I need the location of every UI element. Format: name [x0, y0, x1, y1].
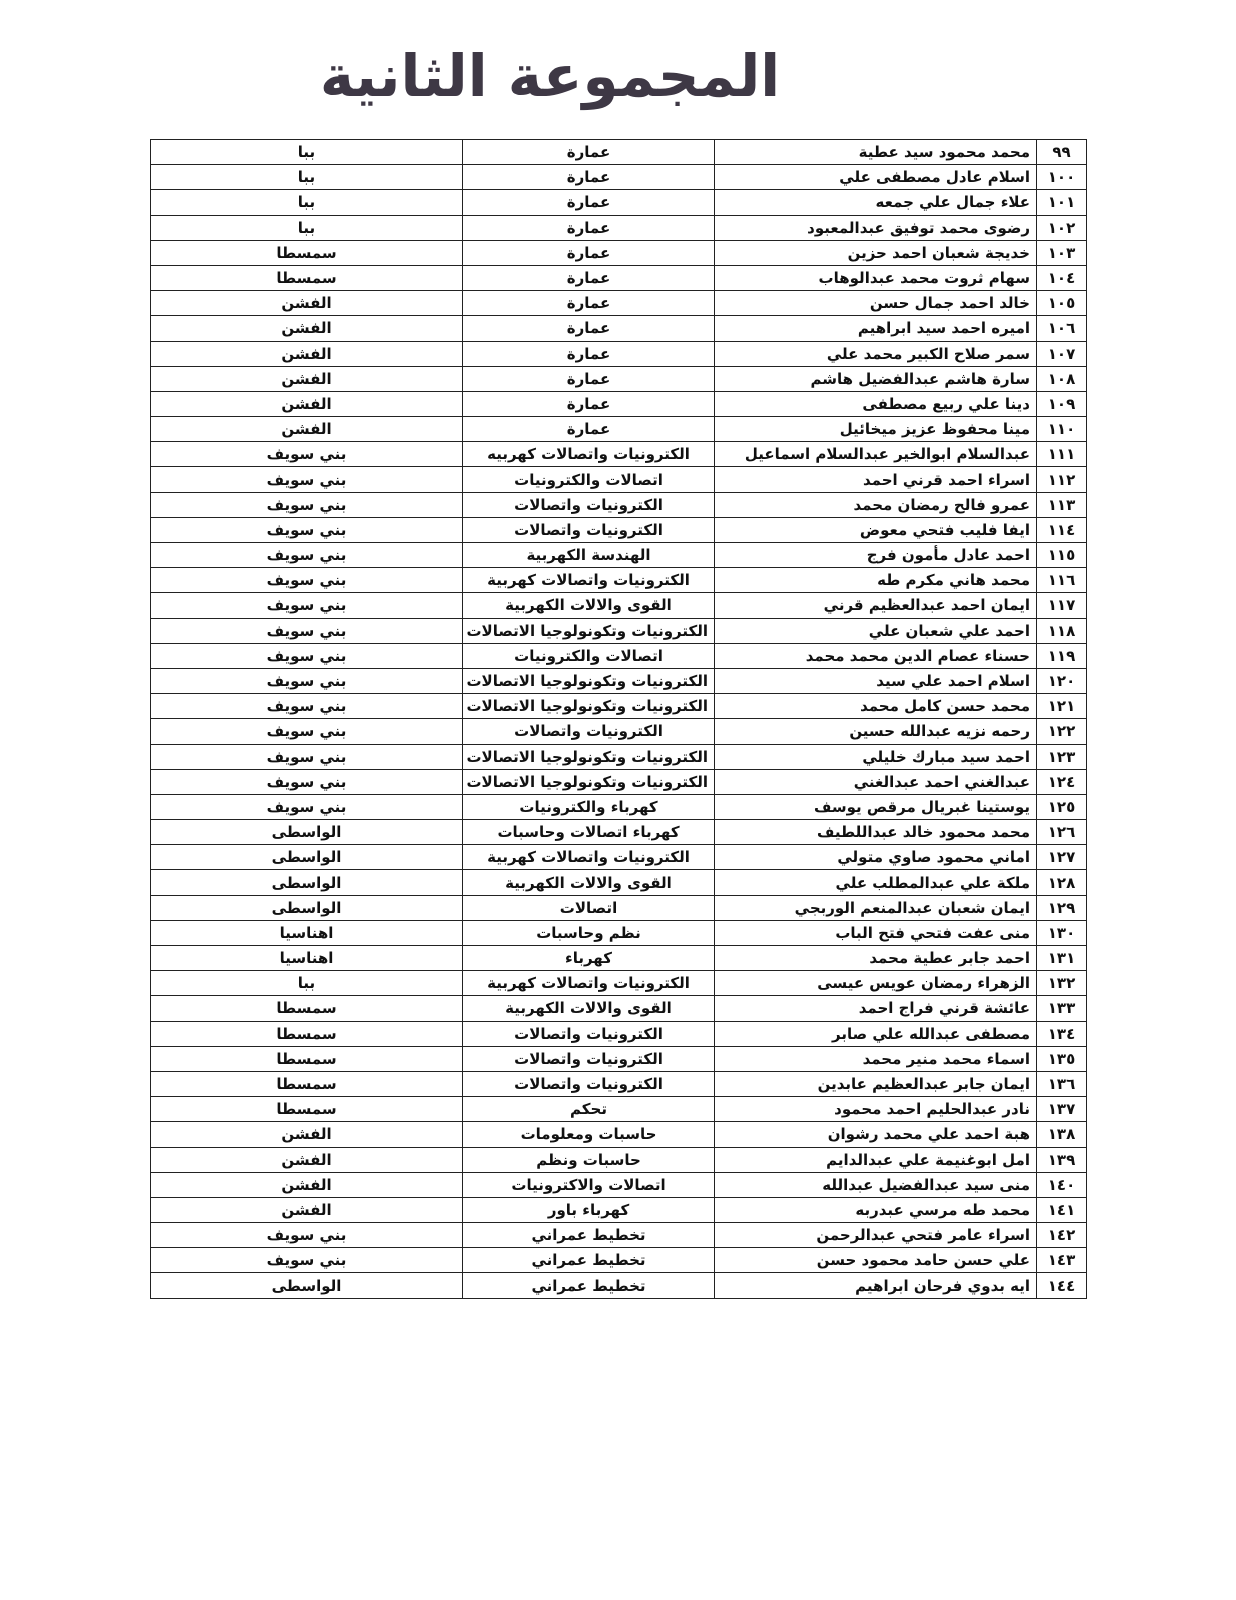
center-cell: الفشن — [151, 1197, 463, 1222]
table-row — [151, 668, 1087, 693]
department-cell: عمارة — [463, 140, 715, 165]
department-cell: الكترونيات واتصالات كهربيه — [463, 442, 715, 467]
student-name-cell: علاء جمال علي جمعه — [715, 190, 1037, 215]
student-name-cell: عائشة قرني فراج احمد — [715, 996, 1037, 1021]
table-row — [151, 1147, 1087, 1172]
row-number-cell: ١١٢ — [1037, 467, 1087, 492]
department-cell: تحكم — [463, 1097, 715, 1122]
table-row — [151, 240, 1087, 265]
table-row — [151, 769, 1087, 794]
row-number-cell: ١١٦ — [1037, 568, 1087, 593]
center-cell: ببا — [151, 190, 463, 215]
student-name-cell: عمرو فالح رمضان محمد — [715, 492, 1037, 517]
center-cell: بني سويف — [151, 442, 463, 467]
row-number-cell: ١٣٥ — [1037, 1046, 1087, 1071]
department-cell: عمارة — [463, 391, 715, 416]
table-row — [151, 215, 1087, 240]
student-name-cell: خديجة شعبان احمد حزين — [715, 240, 1037, 265]
row-number-cell: ١٣٦ — [1037, 1071, 1087, 1096]
center-cell: سمسطا — [151, 1021, 463, 1046]
center-cell: بني سويف — [151, 618, 463, 643]
table-row — [151, 744, 1087, 769]
table-row — [151, 1097, 1087, 1122]
department-cell: الكترونيات واتصالات — [463, 719, 715, 744]
department-cell: عمارة — [463, 291, 715, 316]
row-number-cell: ١٠٢ — [1037, 215, 1087, 240]
center-cell: اهناسيا — [151, 920, 463, 945]
row-number-cell: ١٢٠ — [1037, 668, 1087, 693]
department-cell: الكترونيات واتصالات كهربية — [463, 568, 715, 593]
table-row — [151, 719, 1087, 744]
row-number-cell: ١٢١ — [1037, 694, 1087, 719]
department-cell: الكترونيات واتصالات — [463, 1071, 715, 1096]
row-number-cell: ١٤٠ — [1037, 1172, 1087, 1197]
table-row — [151, 1248, 1087, 1273]
student-name-cell: هبة احمد علي محمد رشوان — [715, 1122, 1037, 1147]
table-row — [151, 1172, 1087, 1197]
row-number-cell: ١٤٤ — [1037, 1273, 1087, 1298]
page-title: المجموعة الثانية — [319, 42, 781, 110]
department-cell: الكترونيات واتصالات كهربية — [463, 845, 715, 870]
center-cell: سمسطا — [151, 240, 463, 265]
student-name-cell: مصطفى عبدالله علي صابر — [715, 1021, 1037, 1046]
department-cell: حاسبات ومعلومات — [463, 1122, 715, 1147]
center-cell: الفشن — [151, 341, 463, 366]
table-row — [151, 190, 1087, 215]
center-cell: سمسطا — [151, 1071, 463, 1096]
row-number-cell: ١١٩ — [1037, 643, 1087, 668]
department-cell: عمارة — [463, 215, 715, 240]
center-cell: ببا — [151, 140, 463, 165]
center-cell: بني سويف — [151, 568, 463, 593]
student-name-cell: اسلام احمد علي سيد — [715, 668, 1037, 693]
table-row — [151, 417, 1087, 442]
student-name-cell: احمد سيد مبارك خليلي — [715, 744, 1037, 769]
table-row — [151, 140, 1087, 165]
student-name-cell: خالد احمد جمال حسن — [715, 291, 1037, 316]
row-number-cell: ١١٧ — [1037, 593, 1087, 618]
center-cell: بني سويف — [151, 668, 463, 693]
row-number-cell: ١٢٣ — [1037, 744, 1087, 769]
student-name-cell: نادر عبدالحليم احمد محمود — [715, 1097, 1037, 1122]
student-name-cell: يوستينا غبريال مرقص يوسف — [715, 794, 1037, 819]
department-cell: تخطيط عمراني — [463, 1223, 715, 1248]
center-cell: سمسطا — [151, 1097, 463, 1122]
center-cell: ببا — [151, 971, 463, 996]
row-number-cell: ١٢٨ — [1037, 870, 1087, 895]
department-cell: عمارة — [463, 265, 715, 290]
table-row — [151, 694, 1087, 719]
center-cell: بني سويف — [151, 719, 463, 744]
roster-table — [150, 139, 1087, 1299]
student-name-cell: اسماء محمد منير محمد — [715, 1046, 1037, 1071]
student-name-cell: منى عفت فتحي فتح الباب — [715, 920, 1037, 945]
row-number-cell: ١٢٥ — [1037, 794, 1087, 819]
department-cell: تخطيط عمراني — [463, 1273, 715, 1298]
row-number-cell: ١٢٦ — [1037, 820, 1087, 845]
row-number-cell: ٩٩ — [1037, 140, 1087, 165]
department-cell: كهرباء والكترونيات — [463, 794, 715, 819]
department-cell: تخطيط عمراني — [463, 1248, 715, 1273]
table-row — [151, 492, 1087, 517]
table-row — [151, 1273, 1087, 1298]
center-cell: بني سويف — [151, 769, 463, 794]
student-name-cell: محمد حسن كامل محمد — [715, 694, 1037, 719]
row-number-cell: ١٣٠ — [1037, 920, 1087, 945]
table-row — [151, 1021, 1087, 1046]
table-row — [151, 895, 1087, 920]
center-cell: بني سويف — [151, 1248, 463, 1273]
department-cell: الكترونيات واتصالات — [463, 517, 715, 542]
department-cell: كهرباء باور — [463, 1197, 715, 1222]
row-number-cell: ١٢٢ — [1037, 719, 1087, 744]
center-cell: بني سويف — [151, 694, 463, 719]
student-name-cell: اسراء عامر فتحي عبدالرحمن — [715, 1223, 1037, 1248]
table-row — [151, 593, 1087, 618]
center-cell: الواسطى — [151, 895, 463, 920]
department-cell: عمارة — [463, 316, 715, 341]
center-cell: بني سويف — [151, 517, 463, 542]
row-number-cell: ١٠٧ — [1037, 341, 1087, 366]
center-cell: بني سويف — [151, 643, 463, 668]
row-number-cell: ١١١ — [1037, 442, 1087, 467]
student-name-cell: ايمان شعبان عبدالمنعم الوربجي — [715, 895, 1037, 920]
row-number-cell: ١٢٩ — [1037, 895, 1087, 920]
department-cell: عمارة — [463, 366, 715, 391]
department-cell: اتصالات والكترونيات — [463, 643, 715, 668]
department-cell: عمارة — [463, 341, 715, 366]
table-row — [151, 1071, 1087, 1096]
table-row — [151, 467, 1087, 492]
student-name-cell: رحمه نزيه عبدالله حسين — [715, 719, 1037, 744]
student-name-cell: محمد هاني مكرم طه — [715, 568, 1037, 593]
table-row — [151, 316, 1087, 341]
department-cell: عمارة — [463, 240, 715, 265]
center-cell: الواسطى — [151, 820, 463, 845]
table-row — [151, 366, 1087, 391]
center-cell: الفشن — [151, 316, 463, 341]
row-number-cell: ١٣١ — [1037, 946, 1087, 971]
center-cell: بني سويف — [151, 593, 463, 618]
table-row — [151, 971, 1087, 996]
table-row — [151, 265, 1087, 290]
student-name-cell: سارة هاشم عبدالفضيل هاشم — [715, 366, 1037, 391]
center-cell: بني سويف — [151, 543, 463, 568]
student-name-cell: امل ابوغنيمة علي عبدالدايم — [715, 1147, 1037, 1172]
student-name-cell: عبدالغني احمد عبدالغني — [715, 769, 1037, 794]
student-name-cell: ايمان جابر عبدالعظيم عابدين — [715, 1071, 1037, 1096]
table-row — [151, 341, 1087, 366]
roster-body — [151, 140, 1087, 1299]
table-row — [151, 794, 1087, 819]
row-number-cell: ١٣٣ — [1037, 996, 1087, 1021]
row-number-cell: ١١٠ — [1037, 417, 1087, 442]
student-name-cell: ايمان احمد عبدالعظيم قرني — [715, 593, 1037, 618]
student-name-cell: الزهراء رمضان عويس عيسى — [715, 971, 1037, 996]
table-row — [151, 996, 1087, 1021]
department-cell: كهرباء — [463, 946, 715, 971]
department-cell: عمارة — [463, 165, 715, 190]
department-cell: الكترونيات وتكونولوجيا الاتصالات — [463, 744, 715, 769]
department-cell: نظم وحاسبات — [463, 920, 715, 945]
table-row — [151, 1122, 1087, 1147]
student-name-cell: احمد جابر عطية محمد — [715, 946, 1037, 971]
student-name-cell: اميره احمد سيد ابراهيم — [715, 316, 1037, 341]
center-cell: الفشن — [151, 391, 463, 416]
row-number-cell: ١٠٤ — [1037, 265, 1087, 290]
department-cell: الكترونيات واتصالات — [463, 1046, 715, 1071]
row-number-cell: ١٢٤ — [1037, 769, 1087, 794]
center-cell: بني سويف — [151, 794, 463, 819]
department-cell: الكترونيات وتكونولوجيا الاتصالات — [463, 769, 715, 794]
department-cell: الكترونيات واتصالات كهربية — [463, 971, 715, 996]
department-cell: كهرباء اتصالات وحاسبات — [463, 820, 715, 845]
student-name-cell: علي حسن حامد محمود حسن — [715, 1248, 1037, 1273]
student-name-cell: احمد عادل مأمون فرج — [715, 543, 1037, 568]
row-number-cell: ١١٥ — [1037, 543, 1087, 568]
table-row — [151, 291, 1087, 316]
center-cell: الفشن — [151, 291, 463, 316]
row-number-cell: ١٠٠ — [1037, 165, 1087, 190]
center-cell: سمسطا — [151, 1046, 463, 1071]
row-number-cell: ١٣٤ — [1037, 1021, 1087, 1046]
center-cell: بني سويف — [151, 467, 463, 492]
department-cell: القوى والالات الكهربية — [463, 593, 715, 618]
center-cell: الواسطى — [151, 845, 463, 870]
student-name-cell: اماني محمود صاوي متولي — [715, 845, 1037, 870]
department-cell: الكترونيات وتكونولوجيا الاتصالات — [463, 668, 715, 693]
department-cell: الكترونيات واتصالات — [463, 1021, 715, 1046]
student-name-cell: ايه بدوي فرحان ابراهيم — [715, 1273, 1037, 1298]
row-number-cell: ١٠٨ — [1037, 366, 1087, 391]
department-cell: اتصالات — [463, 895, 715, 920]
department-cell: القوى والالات الكهربية — [463, 996, 715, 1021]
student-name-cell: ملكة علي عبدالمطلب علي — [715, 870, 1037, 895]
table-row — [151, 820, 1087, 845]
student-name-cell: رضوى محمد توفيق عبدالمعبود — [715, 215, 1037, 240]
department-cell: الكترونيات وتكونولوجيا الاتصالات — [463, 618, 715, 643]
center-cell: الواسطى — [151, 870, 463, 895]
row-number-cell: ١٣٢ — [1037, 971, 1087, 996]
center-cell: بني سويف — [151, 744, 463, 769]
center-cell: اهناسيا — [151, 946, 463, 971]
row-number-cell: ١٣٩ — [1037, 1147, 1087, 1172]
row-number-cell: ١٤٢ — [1037, 1223, 1087, 1248]
row-number-cell: ١٠١ — [1037, 190, 1087, 215]
row-number-cell: ١٣٧ — [1037, 1097, 1087, 1122]
table-row — [151, 391, 1087, 416]
student-name-cell: حسناء عصام الدين محمد محمد — [715, 643, 1037, 668]
student-name-cell: اسراء احمد قرني احمد — [715, 467, 1037, 492]
department-cell: اتصالات والكترونيات — [463, 467, 715, 492]
center-cell: الفشن — [151, 366, 463, 391]
student-name-cell: سمر صلاح الكبير محمد علي — [715, 341, 1037, 366]
department-cell: الكترونيات وتكونولوجيا الاتصالات — [463, 694, 715, 719]
student-name-cell: محمد طه مرسي عبدربه — [715, 1197, 1037, 1222]
row-number-cell: ١٤١ — [1037, 1197, 1087, 1222]
row-number-cell: ١٠٦ — [1037, 316, 1087, 341]
table-row — [151, 1197, 1087, 1222]
department-cell: الكترونيات واتصالات — [463, 492, 715, 517]
center-cell: ببا — [151, 165, 463, 190]
table-row — [151, 543, 1087, 568]
center-cell: الواسطى — [151, 1273, 463, 1298]
student-name-cell: ايفا فليب فتحي معوض — [715, 517, 1037, 542]
student-name-cell: محمد محمود سيد عطية — [715, 140, 1037, 165]
center-cell: بني سويف — [151, 492, 463, 517]
center-cell: الفشن — [151, 1147, 463, 1172]
department-cell: الهندسة الكهربية — [463, 543, 715, 568]
row-number-cell: ١١٨ — [1037, 618, 1087, 643]
table-row — [151, 643, 1087, 668]
center-cell: الفشن — [151, 417, 463, 442]
row-number-cell: ١٣٨ — [1037, 1122, 1087, 1147]
table-row — [151, 517, 1087, 542]
row-number-cell: ١٠٣ — [1037, 240, 1087, 265]
row-number-cell: ١٠٥ — [1037, 291, 1087, 316]
table-row — [151, 1046, 1087, 1071]
center-cell: الفشن — [151, 1172, 463, 1197]
table-row — [151, 920, 1087, 945]
student-name-cell: مينا محفوظ عزيز ميخائيل — [715, 417, 1037, 442]
center-cell: ببا — [151, 215, 463, 240]
student-name-cell: اسلام عادل مصطفى علي — [715, 165, 1037, 190]
department-cell: عمارة — [463, 190, 715, 215]
table-row — [151, 1223, 1087, 1248]
center-cell: سمسطا — [151, 996, 463, 1021]
row-number-cell: ١٢٧ — [1037, 845, 1087, 870]
department-cell: عمارة — [463, 417, 715, 442]
student-name-cell: عبدالسلام ابوالخير عبدالسلام اسماعيل — [715, 442, 1037, 467]
row-number-cell: ١١٤ — [1037, 517, 1087, 542]
table-row — [151, 165, 1087, 190]
department-cell: اتصالات والاكترونيات — [463, 1172, 715, 1197]
student-name-cell: محمد محمود خالد عبداللطيف — [715, 820, 1037, 845]
row-number-cell: ١٤٣ — [1037, 1248, 1087, 1273]
table-row — [151, 845, 1087, 870]
row-number-cell: ١٠٩ — [1037, 391, 1087, 416]
department-cell: حاسبات ونظم — [463, 1147, 715, 1172]
center-cell: سمسطا — [151, 265, 463, 290]
table-row — [151, 618, 1087, 643]
student-name-cell: احمد علي شعبان علي — [715, 618, 1037, 643]
table-row — [151, 870, 1087, 895]
center-cell: الفشن — [151, 1122, 463, 1147]
student-name-cell: منى سيد عبدالفضيل عبدالله — [715, 1172, 1037, 1197]
table-row — [151, 442, 1087, 467]
table-row — [151, 568, 1087, 593]
row-number-cell: ١١٣ — [1037, 492, 1087, 517]
center-cell: بني سويف — [151, 1223, 463, 1248]
student-name-cell: سهام ثروت محمد عبدالوهاب — [715, 265, 1037, 290]
department-cell: القوى والالات الكهربية — [463, 870, 715, 895]
student-name-cell: دينا علي ربيع مصطفى — [715, 391, 1037, 416]
table-row — [151, 946, 1087, 971]
